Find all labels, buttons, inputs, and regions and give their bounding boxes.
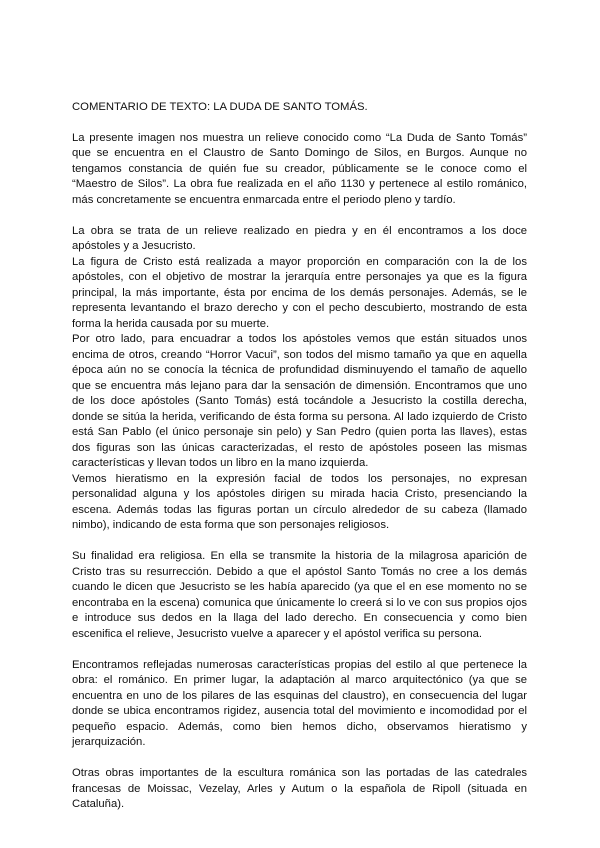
document-title: COMENTARIO DE TEXTO: LA DUDA DE SANTO TOMÁS. [72, 101, 368, 113]
paragraph-purpose: Su finalidad era religiosa. En ella se transmite la historia de la milagrosa aparición de Cristo tras su resurrección. Debido a que el apóstol Santo Tomás no cree a los demás cuando le dicen que Jesucristo se les había aparecido (ya que el en ese momento no se encontraba en la escena) comunica que únicamente lo creerá si lo ve con sus propios ojos e introduce sus dedos en la llaga del lado derecho. En consecuencia y como bien escenifica el relieve, Jesucristo vuelve a aparecer y el apóstol verifica su persona. [72, 550, 527, 640]
paragraph-hieratism: Vemos hieratismo en la expresión facial de todos los personajes, no expresan personalidad alguna y los apóstoles dirigen su mirada hacia Cristo, presenciando la escena. Además todas las figuras portan un círculo alrededor de su cabeza (llamado nimbo), indicando de esta forma que son personajes religiosos. [72, 472, 527, 531]
document-page [72, 100, 527, 813]
paragraph-other-works: Otras obras importantes de la escultura románica son las portadas de las catedrales francesas de Moissac, Vezelay, Arles y Autum o la española de Ripoll (situada en Cataluña). [72, 767, 527, 810]
paragraph-apostles: Por otro lado, para encuadrar a todos los apóstoles vemos que están situados unos encima de otros, creando “Horror Vacui”, son todos del mismo tamaño ya que en aquella época aún no se conocía la técnica de profundidad disminuyendo el tamaño de aquello que se encuentra más lejano para dar la sensación de dimensión. Encontramos que uno de los doce apóstoles (Santo Tomás) está tocándole a Jesucristo la costilla derecha, donde se sitúa la herida, verificando de ésta forma su persona. Al lado izquierdo de Cristo está San Pablo (el único personaje sin pelo) y San Pedro (quien porta las llaves), estas dos figuras son las únicas caracterizadas, el resto de apóstoles poseen las mismas características y llevan todos un libro en la mano izquierda. [72, 333, 527, 469]
paragraph-style: Encontramos reflejadas numerosas características propias del estilo al que pertenece la obra: el románico. En primer lugar, la adaptación al marco arquitectónico (ya que se encuentra en uno de los pilares de las esquinas del claustro), en consecuencia del lugar donde se ubica encontramos rigidez, ausencia total del movimiento e incomodidad por el pequeño espacio. Además, como bien hemos dicho, observamos hieratismo y jerarquización. [72, 658, 527, 748]
paragraph-introduction: La presente imagen nos muestra un relieve conocido como “La Duda de Santo Tomás” que se encuentra en el Claustro de Santo Domingo de Silos, en Burgos. Aunque no tengamos constancia de quién fue su creador, públicamente se le conoce como el “Maestro de Silos”. La obra fue realizada en el año 1130 y pertenece al estilo románico, más concretamente se encuentra enmarcada entre el periodo pleno y tardío. [72, 131, 527, 206]
paragraph-material: La obra se trata de un relieve realizado en piedra y en él encontramos a los doce apóstoles y a Jesucristo. [72, 224, 527, 252]
paragraph-christ-figure: La figura de Cristo está realizada a mayor proporción en comparación con la de los apóstoles, con el objetivo de mostrar la jerarquía entre personajes ya que es la figura principal, la más importante, ésta por encima de los demás personajes. Además, se le representa levantando el brazo derecho y con el pecho descubierto, mostrando de esta forma la herida causada por su muerte. [72, 255, 527, 330]
